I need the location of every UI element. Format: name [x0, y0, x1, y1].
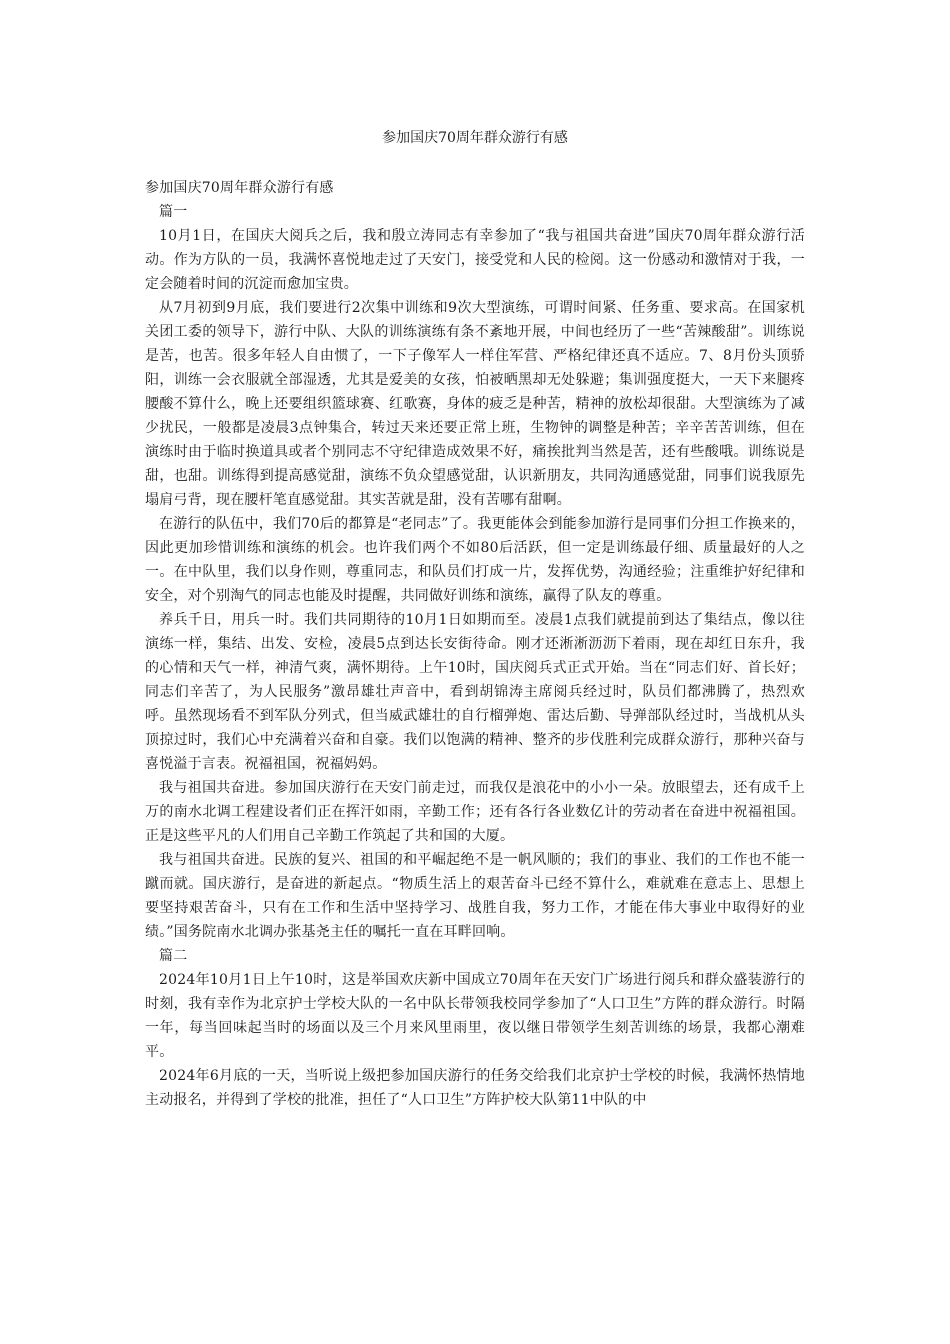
paragraph: 我与祖国共奋进。民族的复兴、祖国的和平崛起绝不是一帆风顺的；我们的事业、我们的工作也不能一蹴而就。国庆游行，是奋进的新起点。“物质生活上的艰苦奋斗已经不算什么，难就难在意志上、思想上要坚持艰苦奋斗，只有在工作和生活中坚持学习、战胜自我，努力工作，才能在伟大事业中取得好的业绩。”国务院南水北调办张基尧主任的嘱托一直在耳畔回响。 — [145, 852, 805, 940]
document-page — [145, 0, 805, 1344]
document-title: 参加国庆70周年群众游行有感 — [382, 130, 568, 146]
paragraph: 在游行的队伍中，我们70后的都算是“老同志”了。我更能体会到能参加游行是同事们分担工作换来的，因此更加珍惜训练和演练的机会。也许我们两个不如80后活跃，但一定是训练最仔细、质量最好的人之一。在中队里，我们以身作则，尊重同志，和队员们打成一片，发挥优势，沟通经验；注重维护好纪律和安全，对个别淘气的同志也能及时提醒，共同做好训练和演练，赢得了队友的尊重。 — [145, 516, 805, 604]
paragraph: 2024年10月1日上午10时，这是举国欢庆新中国成立70周年在天安门广场进行阅兵和群众盛装游行的时刻，我有幸作为北京护士学校大队的一名中队长带领我校同学参加了“人口卫生”方阵的群众游行。时隔一年，每当回味起当时的场面以及三个月来风里雨里，夜以继日带领学生刻苦训练的场景，我都心潮难平。 — [145, 972, 805, 1060]
paragraph: 2024年6月底的一天，当听说上级把参加国庆游行的任务交给我们北京护士学校的时候，我满怀热情地主动报名，并得到了学校的批准，担任了“人口卫生”方阵护校大队第11中队的中 — [145, 1068, 805, 1108]
document-subtitle: 参加国庆70周年群众游行有感 — [145, 180, 334, 196]
paragraph: 10月1日，在国庆大阅兵之后，我和殷立涛同志有幸参加了“我与祖国共奋进”国庆70周年群众游行活动。作为方队的一员，我满怀喜悦地走过了天安门，接受党和人民的检阅。这一份感动和激情对于我，一定会随着时间的沉淀而愈加宝贵。 — [145, 228, 805, 292]
paragraph: 我与祖国共奋进。参加国庆游行在天安门前走过，而我仅是浪花中的小小一朵。放眼望去，还有成千上万的南水北调工程建设者们正在挥汗如雨，辛勤工作；还有各行各业数亿计的劳动者在奋进中祝福祖国。正是这些平凡的人们用自己辛勤工作筑起了共和国的大厦。 — [145, 780, 805, 844]
paragraph: 从7月初到9月底，我们要进行2次集中训练和9次大型演练，可谓时间紧、任务重、要求高。在国家机关团工委的领导下，游行中队、大队的训练演练有条不紊地开展，中间也经历了一些“苦辣酸甜”。训练说是苦，也苦。很多年轻人自由惯了，一下子像军人一样住军营、严格纪律还真不适应。7、8月份头顶骄阳，训练一会衣服就全部湿透，尤其是爱美的女孩，怕被晒黑却无处躲避；集训强度挺大，一天下来腿疼腰酸不算什么，晚上还要组织篮球赛、红歌赛，身体的疲乏是种苦，精神的放松却很甜。大型演练为了减少扰民，一般都是凌晨3点钟集合，转过天来还要正常上班，生物钟的调整是种苦；辛辛苦苦训练，但在演练时由于临时换道具或者个别同志不守纪律造成效果不好，痛挨批判当然是苦，还有些酸哦。训练说是甜，也甜。训练得到提高感觉甜，演练不负众望感觉甜，认识新朋友，共同沟通感觉甜，同事们说我原先塌肩弓背，现在腰杆笔直感觉甜。其实苦就是甜，没有苦哪有甜啊。 — [145, 300, 805, 508]
section-label-2: 篇二 — [159, 948, 188, 964]
paragraph: 养兵千日，用兵一时。我们共同期待的10月1日如期而至。凌晨1点我们就提前到达了集结点，像以往演练一样，集结、出发、安检，凌晨5点到达长安街待命。刚才还淅淅沥沥下着雨，现在却红日东升，我的心情和天气一样，神清气爽，满怀期待。上午10时，国庆阅兵式正式开始。当在“同志们好、首长好；同志们辛苦了，为人民服务”激昂雄壮声音中，看到胡锦涛主席阅兵经过时，队员们都沸腾了，热烈欢呼。虽然现场看不到军队分列式，但当威武雄壮的自行榴弹炮、雷达后勤、导弹部队经过时，当战机从头顶掠过时，我们心中充满着兴奋和自豪。我们以饱满的精神、整齐的步伐胜利完成群众游行，那种兴奋与喜悦溢于言表。祝福祖国，祝福妈妈。 — [145, 612, 805, 772]
section-label-1: 篇一 — [159, 204, 188, 220]
document-body — [145, 176, 805, 1112]
